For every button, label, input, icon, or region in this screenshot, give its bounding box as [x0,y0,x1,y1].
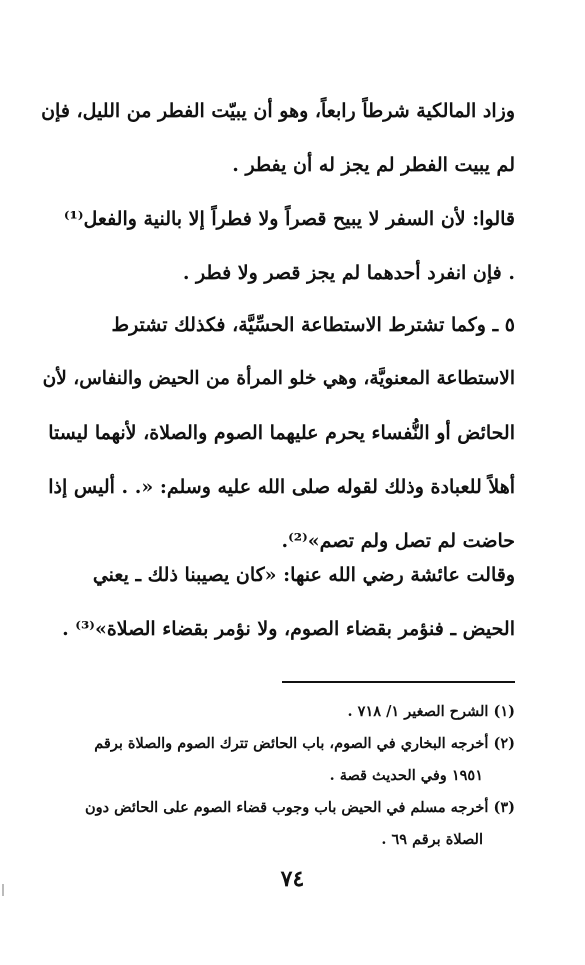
page-number: ٧٤ [280,866,305,892]
footnote-3: (٣) أخرجه مسلم في الحيض باب وجوب قضاء الصوم على الحائض دون [84,799,515,816]
scan-edge-mark [2,884,4,896]
text-line: الحيض ـ فنؤمر بقضاء الصوم، ولا نؤمر بقضاء الصلاة»⁽³⁾ . [62,618,515,640]
text-line: أهلاً للعبادة وذلك لقوله صلى الله عليه وسلم: «. . أليس إذا [48,476,515,498]
paragraph-aisha-narration [40,548,515,656]
text-line: حاضت لم تصل ولم تصم»⁽²⁾. [281,530,515,552]
footnote-divider [282,681,515,683]
paragraph-maliki-condition [40,84,515,192]
text-line: الحائض أو النُّفساء يحرم عليهما الصوم والصلاة، لأنهما ليستا [48,422,515,444]
text-line: الاستطاعة المعنويَّة، وهي خلو المرأة من الحيض والنفاس، لأن [42,368,515,389]
footnote-3-continuation: الصلاة برقم ٦٩ . [381,831,483,848]
text-line: قالوا: لأن السفر لا يبيح قصراً ولا فطراً إلا بالنية والفعل⁽¹⁾ [63,208,515,230]
footnotes [40,696,515,856]
footnote-2: (٢) أخرجه البخاري في الصوم، باب الحائض تترك الصوم والصلاة برقم [94,735,515,752]
text-line: ٥ ـ وكما تشترط الاستطاعة الحسِّيَّة، فكذلك تشترط [111,314,515,336]
paragraph-travel-reason [40,192,515,300]
text-line: وقالت عائشة رضي الله عنها: «كان يصيبنا ذلك ـ يعني [92,564,515,586]
text-line: . فإن انفرد أحدهما لم يجز قصر ولا فطر . [182,262,515,284]
footnote-1: (١) الشرح الصغير ١/ ٧١٨ . [347,703,515,720]
paragraph-point-five [40,298,515,568]
text-line: وزاد المالكية شرطاً رابعاً، وهو أن يبيّت الفطر من الليل، فإن [41,100,515,122]
footnote-2-continuation: ١٩٥١ وفي الحديث قصة . [329,767,483,784]
text-line: لم يبيت الفطر لم يجز له أن يفطر . [232,154,515,176]
